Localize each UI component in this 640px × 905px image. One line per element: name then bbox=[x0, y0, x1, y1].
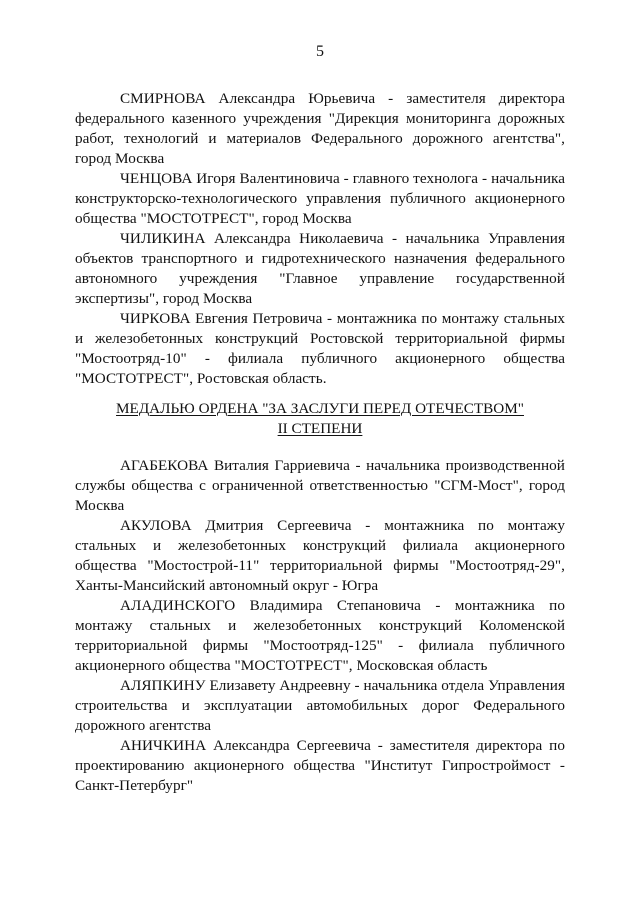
page-number: 5 bbox=[316, 43, 324, 60]
section-heading-line-2: II СТЕПЕНИ bbox=[277, 420, 363, 437]
list-item: СМИРНОВА Александра Юрьевича - заместителя директора федерального казенного учреждения "Дирекция мониторинга дорожных работ, технологий и материалов Федерального дорожного агентства", город Москва bbox=[75, 90, 565, 167]
section-heading-line-1: МЕДАЛЬЮ ОРДЕНА "ЗА ЗАСЛУГИ ПЕРЕД ОТЕЧЕСТВОМ" bbox=[116, 400, 524, 417]
list-item: ЧЕНЦОВА Игоря Валентиновича - главного технолога - начальника конструкторско-технологического управления публичного акционерного общества "МОСТОТРЕСТ", город Москва bbox=[75, 170, 565, 227]
section-heading bbox=[75, 399, 565, 439]
award-list-medal bbox=[75, 456, 565, 796]
list-item: АНИЧКИНА Александра Сергеевича - заместителя директора по проектированию акционерного общества "Институт Гипростроймост - Санкт-Петербург" bbox=[75, 737, 565, 794]
list-item: АЛАДИНСКОГО Владимира Степановича - монтажника по монтажу стальных и железобетонных конструкций Коломенской территориальной фирмы "Мостоотряд-125" - филиала публичного акционерного общества "МОСТОТРЕСТ", Московская область bbox=[75, 597, 565, 674]
list-item: АКУЛОВА Дмитрия Сергеевича - монтажника по монтажу стальных и железобетонных конструкций филиала акционерного общества "Мостострой-11" территориальной фирмы "Мостоотряд-29", Ханты-Мансийский автономный округ - Югра bbox=[75, 517, 565, 594]
list-item: АГАБЕКОВА Виталия Гарриевича - начальника производственной службы общества с ограниченной ответственностью "СГМ-Мост", город Москва bbox=[75, 457, 565, 514]
list-item: АЛЯПКИНУ Елизавету Андреевну - начальника отдела Управления строительства и эксплуатации автомобильных дорог Федерального дорожного агентства bbox=[75, 677, 565, 734]
award-list-top bbox=[75, 89, 565, 389]
list-item: ЧИЛИКИНА Александра Николаевича - начальника Управления объектов транспортного и гидротехнического назначения федерального автономного учреждения "Главное управление государственной экспертизы", город Москва bbox=[75, 230, 565, 307]
list-item: ЧИРКОВА Евгения Петровича - монтажника по монтажу стальных и железобетонных конструкций Ростовской территориальной фирмы "Мостоотряд-10" - филиала публичного акционерного общества "МОСТОТРЕСТ", Ростовская область. bbox=[75, 310, 565, 387]
